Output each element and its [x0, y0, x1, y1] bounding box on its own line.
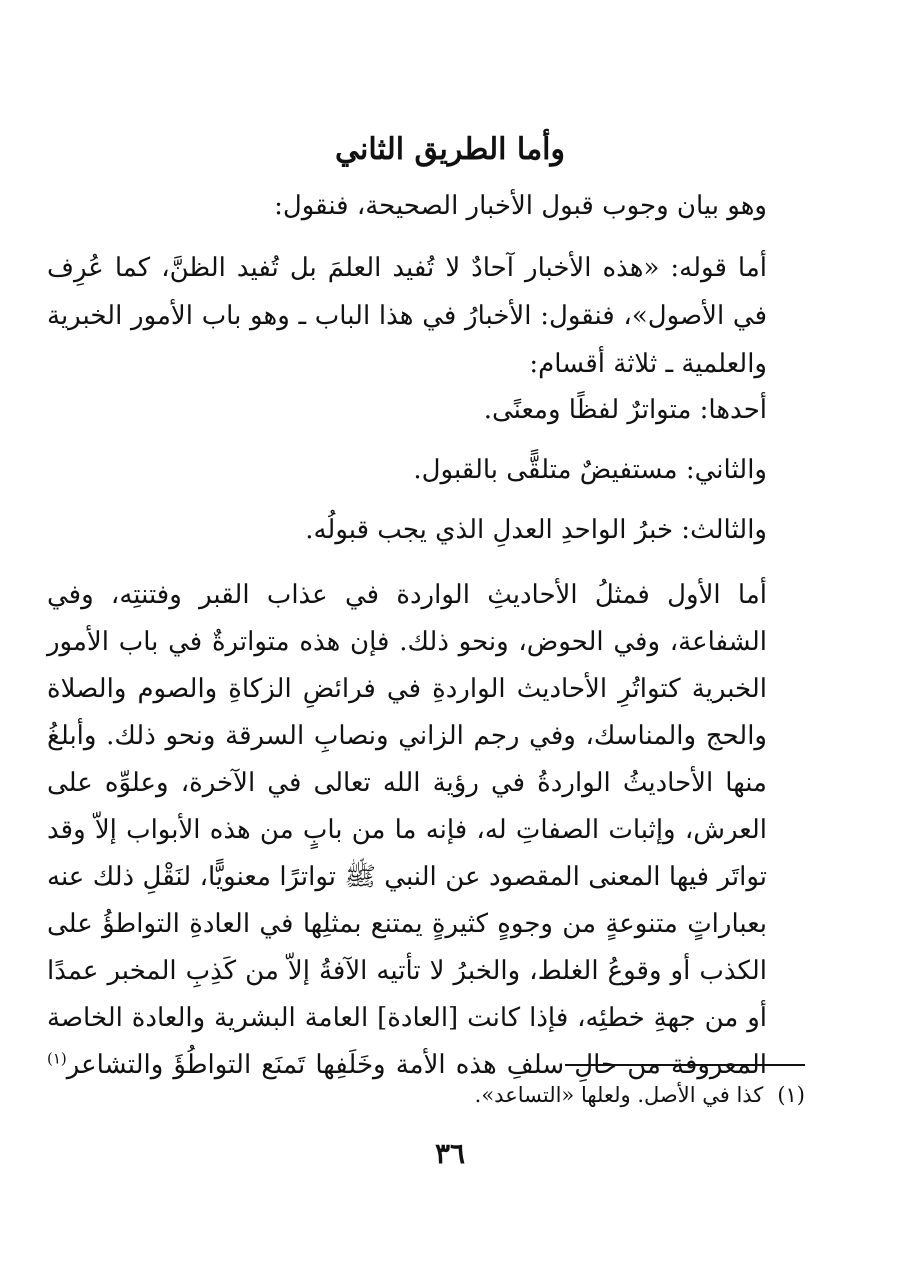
main-paragraph — [47, 572, 805, 1089]
section-heading: وأما الطريق الثاني — [335, 132, 565, 167]
list-item-third: والثالث: خبرُ الواحدِ العدلِ الذي يجب قبولُه. — [305, 515, 767, 545]
list-item-second: والثاني: مستفيضٌ متلقًّى بالقبول. — [413, 455, 767, 485]
intro-paragraph: وهو بيان وجوب قبول الأخبار الصحيحة، فنقول: — [274, 191, 767, 221]
footnote — [85, 1078, 805, 1112]
main-paragraph-text: أما الأول فمثلُ الأحاديثِ الواردة في عذاب القبر وفتنتِه، وفي الشفاعة، وفي الحوض، ونحو ذلك. فإن هذه متواترةٌ في باب الأمور الخبرية كتواتُرِ الأحاديث الواردةِ في فرائضِ الزكاةِ والصوم والصلاة والحج والمناسك، وفي رجم الزاني ونصابِ السرقة ونحو ذلك. وأبلغُ منها الأحاديثُ الواردةُ في رؤية الله تعالى في الآخرة، وعلوِّه على العرش، وإثبات الصفاتِ له، فإنه ما من بابٍ من هذه الأبواب إلاّ وقد تواتَر فيها المعنى المقصود عن النبي ﷺ تواترًا معنويًّا، لنَقْلِ ذلك عنه بعباراتٍ متنوعةٍ من وجوهٍ كثيرةٍ يمتنع بمثلِها في العادةِ التواطؤُ على الكذب أو وقوعُ الغلط، والخبرُ لا تأتيه الآفةُ إلاّ من كَذِبِ المخبر عمدًا أو من جهةِ خطئِه، فإذا كانت [العادة] العامة البشرية والعادة الخاصة المعروفة من حالِ سلفِ هذه الأمة وخَلَفِها تَمنَع التواطُؤَ والتشاعر — [47, 580, 767, 1080]
list-item-first: أحدها: متواترٌ لفظًا ومعنًى. — [483, 395, 767, 425]
footnote-text: كذا في الأصل. ولعلها «التساعد». — [474, 1083, 764, 1107]
page-number: ٣٦ — [434, 1137, 466, 1170]
footnote-marker: (١) — [777, 1083, 805, 1107]
footnote-divider — [565, 1064, 805, 1066]
quote-paragraph: أما قوله: «هذه الأخبار آحادٌ لا تُفيد العلمَ بل تُفيد الظنَّ، كما عُرِف في الأصول»، فنقول: الأخبارُ في هذا الباب ـ وهو باب الأمور الخبرية والعلمية ـ ثلاثة أقسام: — [47, 253, 767, 379]
footnote-reference: (١) — [47, 1049, 67, 1068]
